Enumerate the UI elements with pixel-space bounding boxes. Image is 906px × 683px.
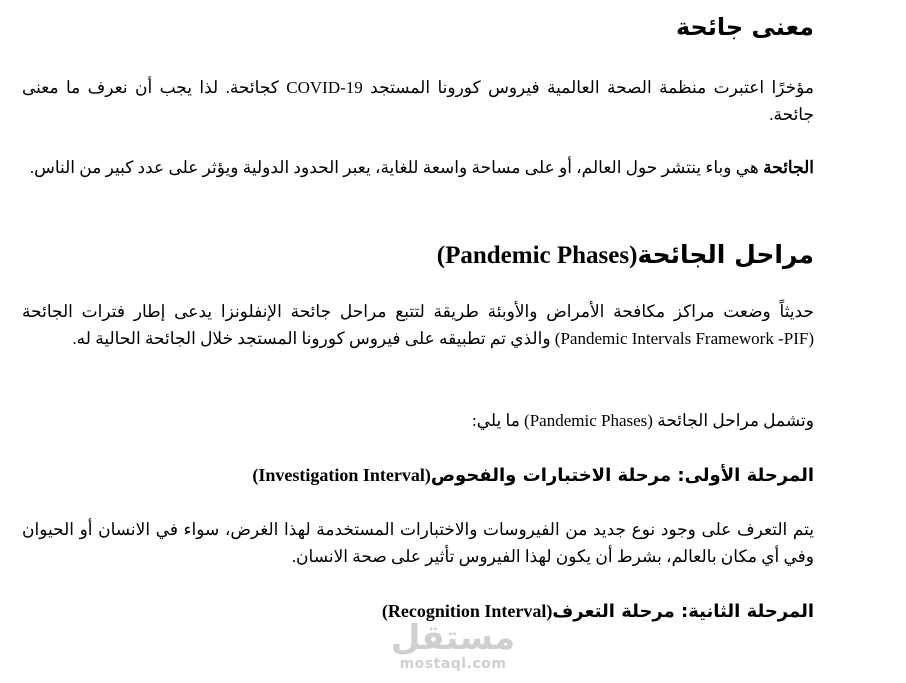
watermark-logo: مستقل bbox=[390, 618, 516, 658]
phase1-heading bbox=[22, 463, 814, 488]
cdc-paragraph: حديثاً وضعت مراكز مكافحة الأمراض والأوبئة طريقة لتتبع مراحل جائحة الإنفلونزا يدعى إطار فترات الجائحة (Pandemic Intervals Framework -PIF) والذي تم تطبيقه على فيروس كورونا المستجد خلال الجائحة الحالية له. bbox=[22, 302, 814, 348]
heading-phases bbox=[22, 240, 814, 271]
heading-meaning: معنى جائحة bbox=[675, 13, 814, 41]
definition-paragraph bbox=[22, 154, 814, 181]
definition-term: الجائحة bbox=[763, 158, 814, 177]
watermark-site: mostaql.com bbox=[399, 656, 507, 672]
phase1-heading-en: (Investigation Interval) bbox=[252, 465, 431, 485]
phase2-heading-ar: المرحلة الثانية: مرحلة التعرف bbox=[552, 601, 814, 622]
phase2-heading-en: (Recognition Interval) bbox=[381, 601, 553, 621]
mostaql-watermark bbox=[388, 620, 518, 672]
definition-text: هي وباء ينتشر حول العالم، أو على مساحة واسعة للغاية، يعبر الحدود الدولية ويؤثر على عدد كبير من الناس. bbox=[29, 158, 764, 177]
includes-paragraph: وتشمل مراحل الجائحة (Pandemic Phases) ما يلي: bbox=[472, 411, 814, 430]
intro-paragraph: مؤخرًا اعتبرت منظمة الصحة العالمية فيروس كورونا المستجد COVID-19 كجائحة. لذا يجب أن نعرف ما معنى جائحة. bbox=[22, 78, 814, 124]
heading-phases-en: (Pandemic Phases) bbox=[436, 242, 638, 269]
heading-phases-ar: مراحل الجائحة bbox=[637, 240, 814, 269]
phase1-paragraph: يتم التعرف على وجود نوع جديد من الفيروسات والاختبارات المستخدمة لهذا الغرض، سواء في الانسان أو الحيوان وفي أي مكان بالعالم، بشرط أن يكون لهذا الفيروس تأثير على صحة الانسان. bbox=[22, 520, 814, 566]
phase1-heading-ar: المرحلة الأولى: مرحلة الاختبارات والفحوص bbox=[430, 465, 814, 486]
